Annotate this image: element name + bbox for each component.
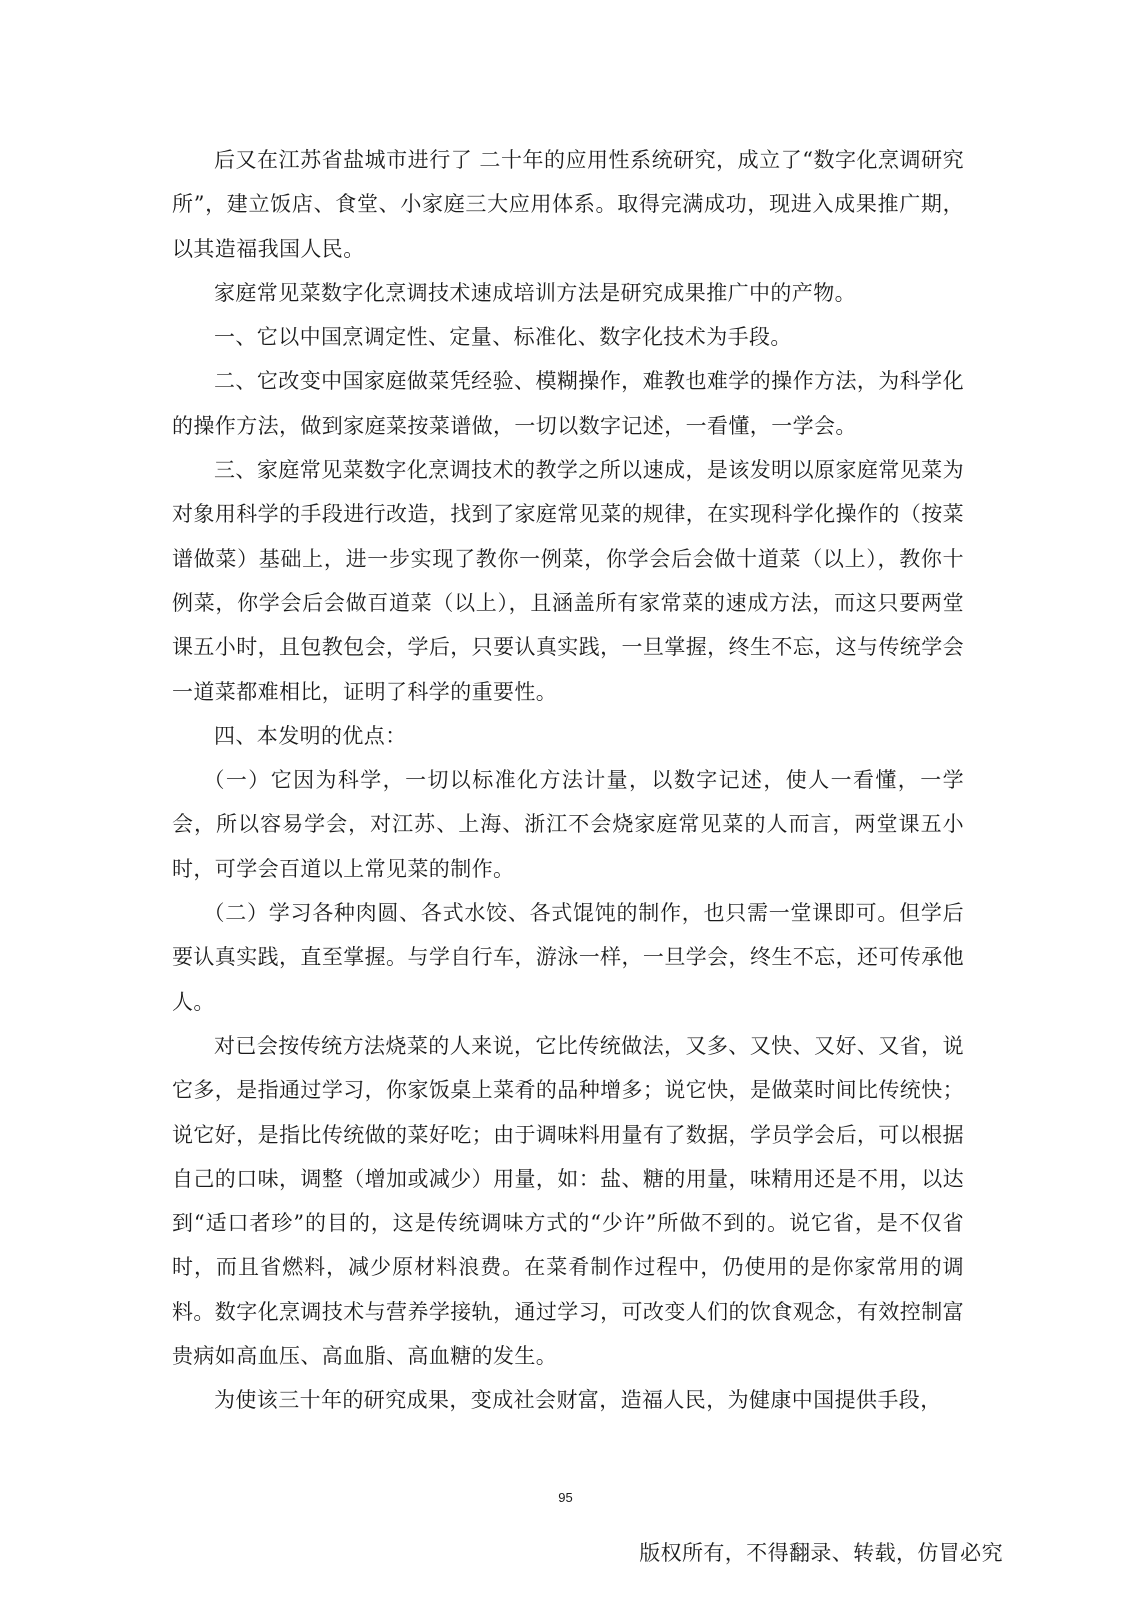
paragraph-comparison: 对已会按传统方法烧菜的人来说，它比传统做法，又多、又快、又好、又省，说它多，是指通过学习，你家饭桌上菜肴的品种增多；说它快，是做菜时间比传统快；说它好，是指比传统做的菜好吃；由于调味料用量有了数据，学员学会后，可以根据自己的口味，调整（增加或减少）用量，如：盐、糖的用量，味精用还是不用，以达到“适口者珍”的目的，这是传统调味方式的“少许”所做不到的。说它省，是不仅省时，而且省燃料，减少原材料浪费。在菜肴制作过程中，仍使用的是你家常用的调料。数字化烹调技术与营养学接轨，通过学习，可改变人们的饮食观念，有效控制富贵病如高血压、高血脂、高血糖的发生。 — [172, 1033, 964, 1369]
copyright-notice: 版权所有，不得翻录、转载，仿冒必究 — [639, 1541, 1003, 1565]
paragraph-point-one: 一、它以中国烹调定性、定量、标准化、数字化技术为手段。 — [214, 325, 792, 350]
paragraph-research-history: 后又在江苏省盐城市进行了 二十年的应用性系统研究，成立了“数字化烹调研究所”，建立饭店、食堂、小家庭三大应用体系。取得完满成功，现进入成果推广期，以其造福我国人民。 — [172, 148, 964, 261]
paragraph-point-two: 二、它改变中国家庭做菜凭经验、模糊操作，难教也难学的操作方法，为科学化的操作方法，做到家庭菜按菜谱做，一切以数字记述，一看懂，一学会。 — [172, 369, 964, 438]
body-text — [172, 138, 964, 1423]
paragraph-advantage-two: （二）学习各种肉圆、各式水饺、各式馄饨的制作，也只需一堂课即可。但学后要认真实践，直至掌握。与学自行车，游泳一样，一旦学会，终生不忘，还可传承他人。 — [172, 901, 964, 1014]
paragraph-point-four-heading: 四、本发明的优点： — [214, 723, 407, 748]
paragraph-advantage-one: （一）它因为科学，一切以标准化方法计量，以数字记述，使人一看懂，一学会，所以容易学会，对江苏、上海、浙江不会烧家庭常见菜的人而言，两堂课五小时，可学会百道以上常见菜的制作。 — [172, 768, 964, 881]
page-number: 95 — [558, 1490, 573, 1505]
paragraph-closing: 为使该三十年的研究成果，变成社会财富，造福人民，为健康中国提供手段， — [214, 1388, 942, 1413]
paragraph-training-method: 家庭常见菜数字化烹调技术速成培训方法是研究成果推广中的产物。 — [214, 280, 856, 305]
paragraph-point-three: 三、家庭常见菜数字化烹调技术的教学之所以速成，是该发明以原家庭常见菜为对象用科学的手段进行改造，找到了家庭常见菜的规律，在实现科学化操作的（按菜谱做菜）基础上，进一步实现了教你一例菜，你学会后会做十道菜（以上），教你十例菜，你学会后会做百道菜（以上），且涵盖所有家常菜的速成方法，而这只要两堂课五小时，且包教包会，学后，只要认真实践，一旦掌握，终生不忘，这与传统学会一道菜都难相比，证明了科学的重要性。 — [172, 458, 964, 704]
